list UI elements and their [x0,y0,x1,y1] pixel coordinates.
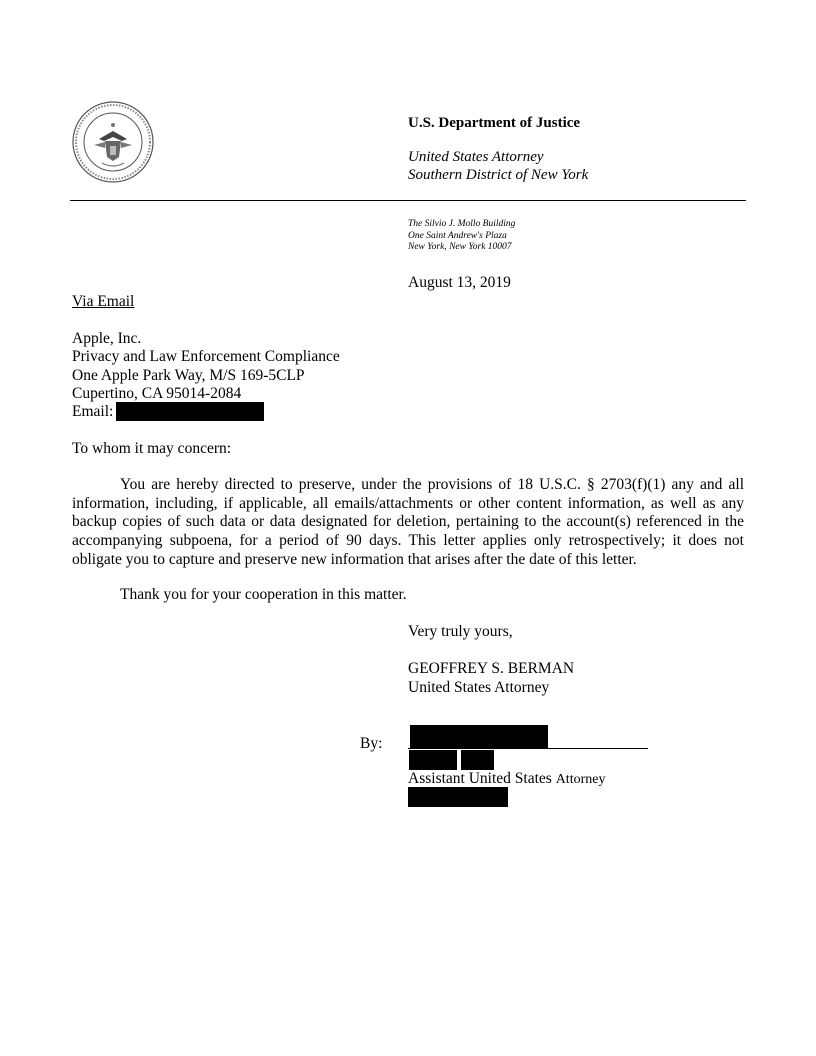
email-redaction [116,402,264,421]
closing: Very truly yours, [408,623,513,640]
name-redaction-first [409,750,457,770]
salutation: To whom it may concern: [72,440,232,457]
contact-redaction [408,787,508,807]
header-divider [70,200,746,201]
thanks-paragraph: Thank you for your cooperation in this matter. [120,586,407,603]
delivery-method: Via Email [72,293,135,310]
office-city: New York, New York 10007 [408,242,512,252]
name-redaction-last [461,750,494,770]
ausa-title-end: Attorney [555,772,606,787]
by-label: By: [360,735,383,752]
signature-redaction [410,725,548,748]
office-name [408,148,588,184]
signer-block [408,660,574,697]
office-street: One Saint Andrew's Plaza [408,230,507,241]
ausa-title [408,770,605,788]
signer-title: United States Attorney [408,678,550,696]
recipient-street: One Apple Park Way, M/S 169-5CLP [72,366,305,384]
signature-line [408,748,648,749]
department-name: U.S. Department of Justice [408,115,581,131]
office-building: The Silvio J. Mollo Building [408,219,516,229]
recipient-department: Privacy and Law Enforcement Compliance [72,348,340,366]
recipient-city: Cupertino, CA 95014-2084 [72,384,242,402]
office-line-1: United States Attorney [408,149,544,165]
doj-seal-icon [72,101,154,183]
recipient-name: Apple, Inc. [72,330,142,347]
office-address [408,219,515,254]
email-label: Email: [72,403,114,421]
recipient-address [72,330,340,422]
letter-date: August 13, 2019 [408,274,511,291]
signer-name: GEOFFREY S. BERMAN [408,660,575,677]
office-line-2: Southern District of New York [408,167,589,183]
recipient-email-line [72,403,340,422]
body-paragraph: You are hereby directed to preserve, under the provisions of 18 U.S.C. § 2703(f)(1) any and all information, including, if applicable, all emails/attachments or other content information, as well as any backup copies of such data or data designated for deletion, pertaining to the account(s) referenced in the accompanying subpoena, for a period of 90 days. This letter applies only retrospectively; it does not obligate you to capture and preserve new information that arises after the date of this letter. [72,476,744,568]
ausa-title-main: Assistant United States [408,770,556,787]
